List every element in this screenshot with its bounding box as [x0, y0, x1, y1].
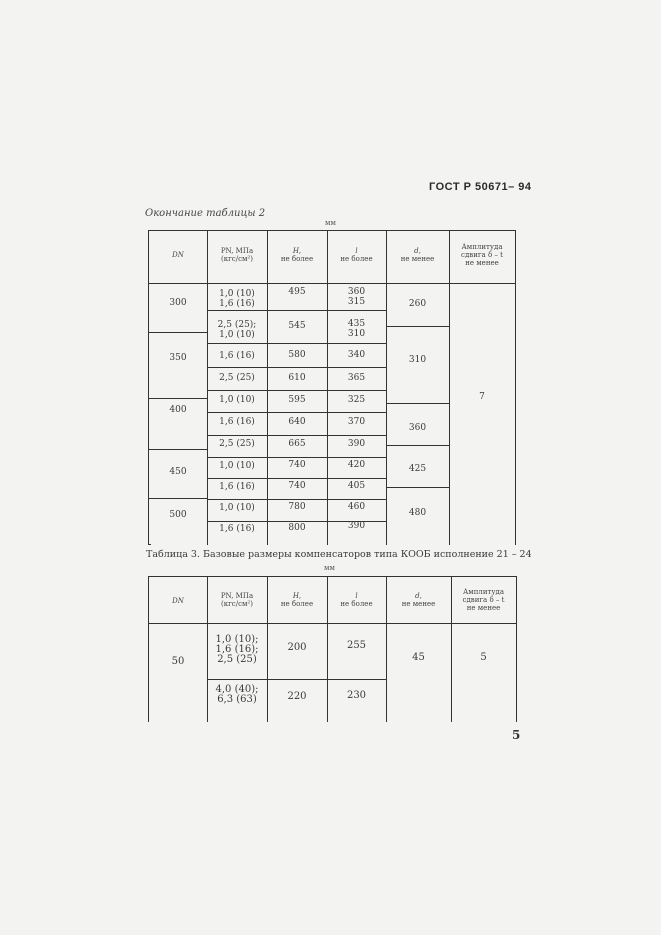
page-number: 5: [512, 728, 521, 742]
h-cell: 665: [288, 439, 306, 449]
d-value: 260: [408, 299, 427, 309]
h-cell: 200: [287, 642, 307, 653]
header-l: l не более: [340, 247, 373, 263]
pn-cell: 1,0 (10): [219, 461, 255, 471]
h-cell: 740: [288, 481, 306, 491]
amplitude-value: 7: [479, 392, 485, 402]
table2: [148, 230, 516, 545]
pn-cell: 1,0 (10); 1,6 (16); 2,5 (25): [215, 634, 259, 665]
header-amplitude: Амплитуда сдвига δ – t не менее: [461, 243, 503, 267]
h-cell: 800: [288, 523, 306, 533]
d-value: 310: [408, 355, 427, 365]
d-value: 480: [408, 508, 427, 518]
pn-cell: 1,6 (16): [219, 524, 255, 534]
l-cell: 435 310: [347, 319, 366, 339]
pn-cell: 4,0 (40); 6,3 (63): [215, 684, 259, 705]
header-h: H, не более: [280, 592, 314, 608]
l-cell: 405: [347, 481, 366, 491]
header-amplitude: Амплитуда сдвига δ – t не менее: [462, 588, 505, 612]
h-cell: 580: [288, 350, 306, 360]
l-cell: 420: [347, 460, 366, 470]
d-value: 360: [408, 423, 427, 433]
standard-number: ГОСТ Р 50671– 94: [429, 181, 532, 193]
d-value: 45: [412, 652, 425, 663]
h-cell: 495: [288, 287, 306, 297]
pn-cell: 1,0 (10): [219, 503, 255, 513]
l-cell: 460: [347, 502, 366, 512]
header-dn: DN: [172, 251, 184, 259]
h-cell: 545: [288, 321, 306, 331]
pn-cell: 1,0 (10): [219, 395, 255, 405]
dn-value: 300: [169, 298, 187, 308]
dn-value: 450: [169, 467, 187, 477]
h-cell: 610: [288, 373, 306, 383]
table3: [148, 576, 517, 722]
l-cell: 365: [347, 373, 366, 383]
pn-cell: 1,0 (10) 1,6 (16): [219, 289, 255, 309]
l-cell: 255: [346, 640, 367, 651]
h-cell: 595: [288, 395, 306, 405]
pn-cell: 2,5 (25); 1,0 (10): [217, 320, 257, 340]
pn-cell: 1,6 (16): [219, 482, 255, 492]
header-d: d, не менее: [400, 247, 435, 263]
amplitude-value: 5: [480, 652, 487, 663]
header-pn: PN, МПа (кгс/см²): [220, 247, 254, 263]
d-value: 425: [408, 464, 427, 474]
h-cell: 740: [288, 460, 306, 470]
header-d: d, не менее: [401, 592, 436, 608]
dn-value: 400: [169, 405, 187, 415]
l-cell: 230: [346, 690, 367, 701]
l-cell: 390: [347, 521, 366, 531]
h-cell: 220: [287, 691, 307, 702]
table2-caption: Окончание таблицы 2: [145, 208, 266, 219]
l-cell: 370: [347, 417, 366, 427]
header-dn: DN: [172, 597, 184, 605]
l-cell: 340: [347, 350, 366, 360]
table2-unit: мм: [325, 219, 336, 227]
pn-cell: 1,6 (16): [219, 351, 255, 361]
header-h: H, не более: [280, 247, 314, 263]
dn-value: 350: [169, 353, 187, 363]
l-cell: 325: [347, 395, 366, 405]
pn-cell: 2,5 (25): [219, 439, 255, 449]
h-cell: 780: [288, 502, 306, 512]
l-cell: 390: [347, 439, 366, 449]
table3-unit: мм: [324, 564, 335, 572]
h-cell: 640: [288, 417, 306, 427]
table3-caption: Таблица 3. Базовые размеры компенсаторов типа КООБ исполнение 21 – 24: [146, 549, 532, 560]
dn-value: 500: [169, 510, 187, 520]
l-cell: 360 315: [347, 287, 366, 307]
pn-cell: 2,5 (25): [219, 373, 255, 383]
dn-value: 50: [171, 656, 185, 667]
header-pn: PN, МПа (кгс/см²): [220, 592, 254, 608]
pn-cell: 1,6 (16): [219, 417, 255, 427]
header-l: l не более: [340, 592, 373, 608]
